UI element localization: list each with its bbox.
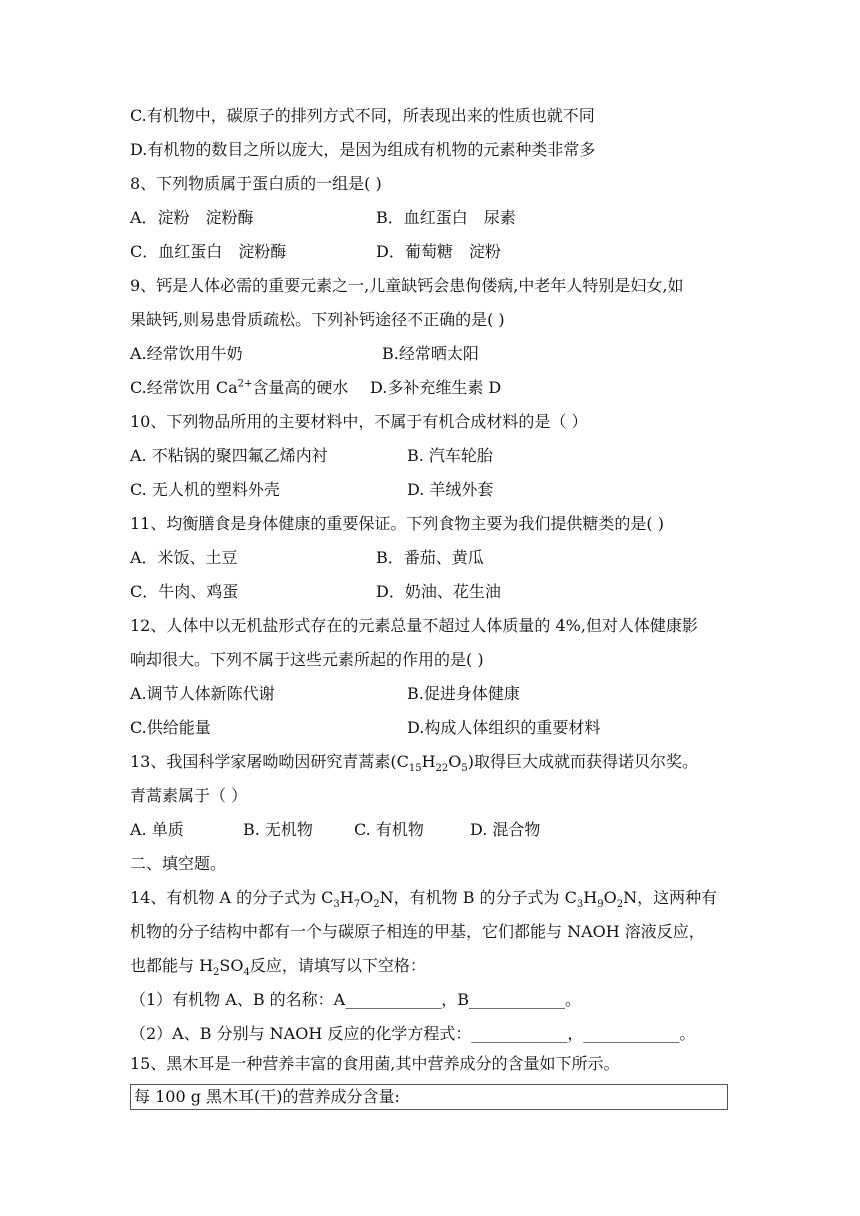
question-10: 10、下列物品所用的主要材料中，不属于有机合成材料的是（ ） bbox=[130, 412, 588, 431]
question-8: 8、下列物质属于蛋白质的一组是( ) bbox=[130, 174, 382, 193]
q8-option-d: D．葡萄糖 淀粉 bbox=[376, 242, 501, 261]
question-14-line-1: 14、有机物 A 的分子式为 $C_3H_7O_2N$，有机物 B 的分子式为 $C_3H_9O_2N$，这两种有 bbox=[130, 888, 718, 911]
section-2-heading: 二、填空题。 bbox=[130, 854, 227, 873]
q10-option-c: C. 无人机的塑料外壳 bbox=[130, 480, 280, 499]
option-c-line: C.有机物中，碳原子的排列方式不同，所表现出来的性质也就不同 bbox=[130, 106, 595, 125]
q9-option-d: D.多补充维生素 D bbox=[370, 378, 502, 397]
question-13-line-1: 13、我国科学家屠呦呦因研究青蒿素$(C_{15}H_{22}O_5)$取得巨大成就而获得诺贝尔奖。 bbox=[130, 752, 699, 775]
question-11: 11、均衡膳食是身体健康的重要保证。下列食物主要为我们提供糖类的是( ) bbox=[130, 514, 664, 533]
q13-option-c: C. 有机物 bbox=[354, 820, 424, 839]
nutrition-table-header: 每 100 g 黑木耳(干)的营养成分含量: bbox=[134, 1087, 400, 1106]
question-14-line-2: 机物的分子结构中都有一个与碳原子相连的甲基，它们都能与 NAOH 溶液反应， bbox=[130, 922, 705, 941]
q13-option-b: B. 无机物 bbox=[243, 820, 313, 839]
question-9-line-2: 果缺钙,则易患骨质疏松。下列补钙途径不正确的是( ) bbox=[130, 310, 505, 329]
option-d-line: D.有机物的数目之所以庞大，是因为组成有机物的元素种类非常多 bbox=[130, 140, 596, 159]
q10-option-d: D. 羊绒外套 bbox=[407, 480, 494, 499]
q12-option-c: C.供给能量 bbox=[130, 718, 211, 737]
question-13-line-2: 青蒿素属于（ ） bbox=[130, 786, 248, 805]
q12-option-b: B.促进身体健康 bbox=[407, 684, 520, 703]
q11-option-d: D．奶油、花生油 bbox=[376, 582, 501, 601]
q8-option-a: A．淀粉 淀粉酶 bbox=[130, 208, 254, 227]
question-14-line-3: 也都能与 $H_2SO_4$反应，请填写以下空格： bbox=[130, 956, 426, 979]
q10-option-b: B. 汽车轮胎 bbox=[407, 446, 493, 465]
q11-option-c: C．牛肉、鸡蛋 bbox=[130, 582, 239, 601]
q10-option-a: A. 不粘锅的聚四氟乙烯内衬 bbox=[130, 446, 328, 465]
question-14-part-2: （2）A、B 分别与 NAOH 反应的化学方程式：____________，____________。 bbox=[130, 1024, 696, 1043]
q8-option-b: B．血红蛋白 尿素 bbox=[376, 208, 516, 227]
q9-option-b: B.经常晒太阳 bbox=[382, 344, 479, 363]
q11-option-b: B．番茄、黄瓜 bbox=[376, 548, 484, 567]
q12-option-d: D.构成人体组织的重要材料 bbox=[407, 718, 601, 737]
q9-option-c: C.经常饮用 $Ca^{2+}$含量高的硬水 bbox=[130, 378, 349, 397]
q9-option-a: A.经常饮用牛奶 bbox=[130, 344, 243, 363]
question-14-part-1: （1）有机物 A、B 的名称：A____________，B____________。 bbox=[130, 990, 581, 1009]
q13-option-d: D. 混合物 bbox=[470, 820, 541, 839]
nutrition-table bbox=[130, 1084, 728, 1110]
q8-option-c: C．血红蛋白 淀粉酶 bbox=[130, 242, 287, 261]
question-9-line-1: 9、钙是人体必需的重要元素之一,儿童缺钙会患佝偻病,中老年人特别是妇女,如 bbox=[130, 276, 684, 295]
question-12-line-1: 12、人体中以无机盐形式存在的元素总量不超过人体质量的 4%,但对人体健康影 bbox=[130, 616, 698, 635]
question-12-line-2: 响却很大。下列不属于这些元素所起的作用的是( ) bbox=[130, 650, 484, 669]
q13-option-a: A. 单质 bbox=[130, 820, 184, 839]
q11-option-a: A．米饭、土豆 bbox=[130, 548, 238, 567]
q12-option-a: A.调节人体新陈代谢 bbox=[130, 684, 275, 703]
question-15: 15、黑木耳是一种营养丰富的食用菌,其中营养成分的含量如下所示。 bbox=[130, 1054, 620, 1073]
